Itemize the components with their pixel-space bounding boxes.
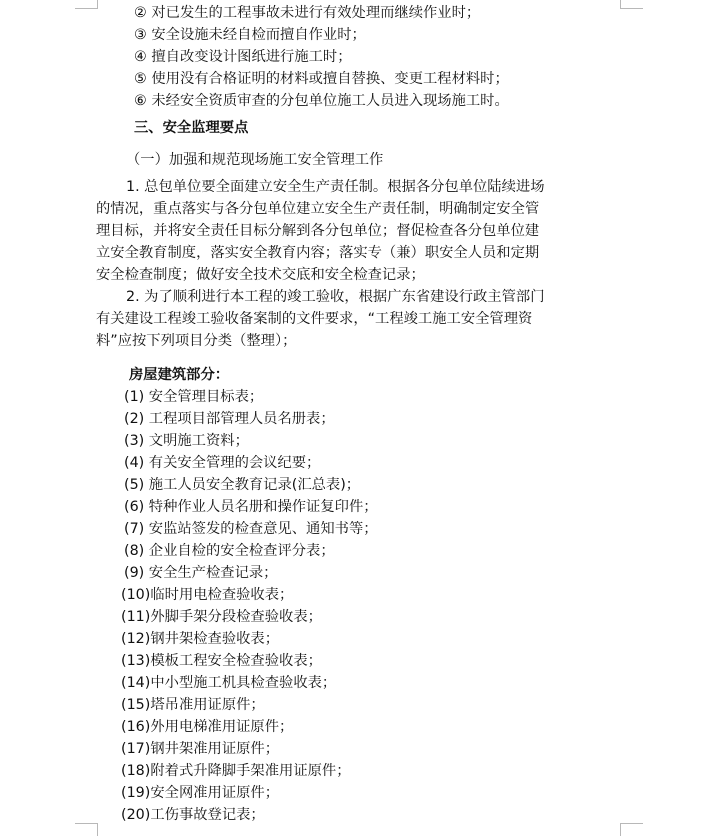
list-item: (14)中小型施工机具检查验收表； [121,675,337,691]
list-item: (6) 特种作业人员名册和操作证复印件； [124,499,378,515]
list-item: (11)外脚手架分段检查验收表； [121,609,322,625]
paragraph-line: 料”应按下列项目分类（整理）； [96,333,297,349]
list-item: (20)工伤事故登记表； [121,807,265,823]
paragraph-line: 2. 为了顺利进行本工程的竣工验收，根据广东省建设行政主管部门 [126,289,545,305]
page-corner-mark [620,823,643,836]
subsection-heading: （一）加强和规范现场施工安全管理工作 [126,152,384,168]
circled-item: ② 对已发生的工程事故未进行有效处理而继续作业时； [134,5,481,21]
list-item: (1) 安全管理目标表； [124,389,264,405]
list-item: (13)模板工程安全检查验收表； [121,653,322,669]
list-item: (7) 安监站签发的检查意见、通知书等； [124,521,378,537]
list-item: (10)临时用电检查验收表； [121,587,294,603]
paragraph-line: 的情况，重点落实与各分包单位建立安全生产责任制，明确制定安全管 [96,201,540,217]
list-title: 房屋建筑部分： [129,367,230,383]
page-corner-mark [75,0,98,9]
page-corner-mark [620,0,643,9]
circled-item: ④ 擅自改变设计图纸进行施工时； [134,49,352,65]
section-heading: 三、安全监理要点 [134,120,249,136]
list-item: (19)安全网准用证原件； [121,785,280,801]
document-body [96,2,621,826]
circled-item: ⑥ 未经安全资质审查的分包单位施工人员进入现场施工时。 [134,93,509,109]
list-item: (18)附着式升降脚手架准用证原件； [121,763,351,779]
circled-item: ⑤ 使用没有合格证明的材料或擅自替换、变更工程材料时； [134,71,509,87]
list-item: (17)钢井架准用证原件； [121,741,280,757]
list-item: (3) 文明施工资料； [124,433,249,449]
paragraph-line: 立安全教育制度，落实安全教育内容；落实专（兼）职安全人员和定期 [96,245,540,261]
list-item: (9) 安全生产检查记录； [124,565,278,581]
page-corner-mark [75,823,98,836]
paragraph-line: 安全检查制度；做好安全技术交底和安全检查记录； [96,267,425,283]
paragraph-line: 1. 总包单位要全面建立安全生产责任制。根据各分包单位陆续进场 [126,179,545,195]
paragraph-line: 有关建设工程竣工验收备案制的文件要求，“工程竣工施工安全管理资 [96,311,533,327]
list-item: (5) 施工人员安全教育记录(汇总表)； [124,477,361,493]
list-item: (15)塔吊准用证原件； [121,697,265,713]
circled-item: ③ 安全设施未经自检而擅自作业时； [134,27,366,43]
spacer [96,352,621,364]
list-item: (12)钢井架检查验收表； [121,631,280,647]
list-item: (4) 有关安全管理的会议纪要； [124,455,321,471]
list-item: (8) 企业自检的安全检查评分表； [124,543,335,559]
list-item: (16)外用电梯准用证原件； [121,719,294,735]
list-item: (2) 工程项目部管理人员名册表； [124,411,335,427]
paragraph-line: 理目标，并将安全责任目标分解到各分包单位；督促检查各分包单位建 [96,223,540,239]
